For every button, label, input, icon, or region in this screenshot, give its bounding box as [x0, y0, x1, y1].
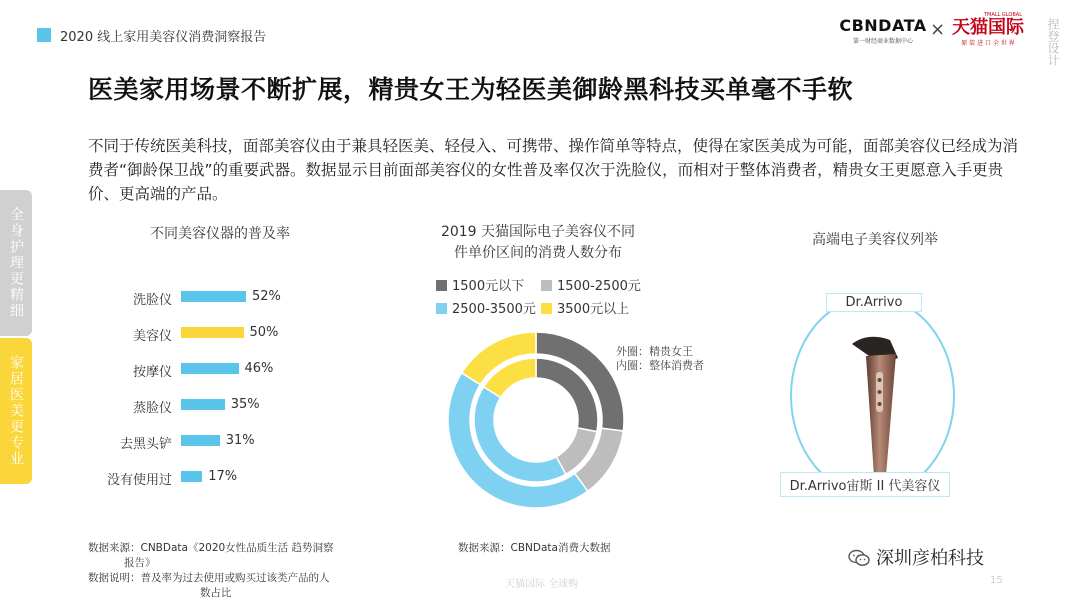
legend-entry [436, 298, 536, 317]
bar [181, 291, 246, 302]
bar-label: 洗脸仪 [132, 293, 172, 308]
ring-chart-title-line1: 2019 天猫国际电子美容仪不同 [440, 224, 636, 240]
bar-value-label: 46% [244, 361, 274, 376]
legend-label: 1500-2500元 [557, 279, 641, 294]
legend-entry [436, 275, 524, 294]
bar-label: 没有使用过 [106, 473, 172, 488]
source-line-2: 报告》 [124, 557, 156, 569]
legend-swatch [436, 280, 447, 291]
tmall-logo-tiny: TMALL GLOBAL [983, 12, 1022, 18]
tmall-logo-name: 天猫国际 [952, 17, 1024, 38]
footer-watermark-text: 深圳彦柏科技 [876, 548, 984, 569]
tmall-global-logo [948, 12, 1028, 47]
legend-entry [541, 275, 641, 294]
tmall-logo-tagline: 原 装 进 口 全 世 界 [961, 40, 1015, 47]
source-line-4: 数占比 [200, 587, 232, 599]
ring-chart-title-line2: 件单价区间的消费人数分布 [454, 245, 622, 261]
beauty-device-image [838, 330, 918, 480]
footer-faint-text: 天猫国际 全球购 [505, 579, 579, 590]
wechat-icon [848, 549, 870, 567]
bar-label: 按摩仪 [132, 365, 172, 380]
legend-swatch [541, 280, 552, 291]
ring-note-outer: 外圈：精贵女王 [616, 345, 693, 358]
bar-value-label: 35% [230, 397, 260, 412]
legend-entry [541, 298, 629, 317]
cbndata-logo-tagline: 第一财经商业数据中心 [852, 38, 913, 45]
source-line-1: 数据来源：CNBData《2020女性品质生活 趋势洞察 [88, 542, 334, 554]
bar [181, 399, 225, 410]
bar-chart-title: 不同美容仪器的普及率 [150, 226, 290, 242]
footer-watermark [848, 544, 984, 570]
side-tab-body-care[interactable]: 全身护理更精细 [0, 190, 32, 336]
bar [181, 363, 239, 374]
legend-swatch [436, 303, 447, 314]
bar-value-label: 31% [225, 433, 255, 448]
legend-label: 3500元以上 [557, 302, 630, 317]
ring-chart-title [418, 222, 658, 264]
bar-label: 去黑头铲 [119, 437, 172, 452]
product-brand-label: Dr.Arrivo [826, 293, 922, 312]
ring-note-inner: 内圈：整体消费者 [616, 359, 704, 372]
cbndata-logo [838, 16, 928, 45]
cbndata-logo-name: CBNDATA [839, 16, 927, 35]
side-tab-home-beauty[interactable]: 家居医美更专业 [0, 338, 32, 484]
source-line-3: 数据说明：普及率为过去使用或购买过该类产品的人 [88, 572, 330, 584]
footer-page-number: 15 [990, 575, 1003, 586]
product-model-label: Dr.Arrivo宙斯 II 代美容仪 [780, 472, 950, 497]
bar-chart-source [88, 541, 378, 601]
bar-label: 美容仪 [132, 329, 172, 344]
ring-chart-source: 数据来源：CBNData消费大数据 [458, 542, 611, 554]
ring-chart [446, 330, 626, 510]
bar [181, 471, 202, 482]
bar [181, 327, 244, 338]
product-section-title: 高端电子美容仪列举 [812, 232, 938, 248]
logo-separator: × [930, 19, 946, 40]
header-accent-square [37, 28, 51, 42]
bar-value-label: 50% [249, 325, 279, 340]
side-watermark: 捏登设计 [1046, 18, 1060, 66]
report-title: 2020 线上家用美容仪消费洞察报告 [60, 30, 267, 45]
bar-label: 蒸脸仪 [132, 401, 172, 416]
slide-headline: 医美家用场景不断扩展，精贵女王为轻医美御龄黑科技买单毫不手软 [88, 75, 854, 104]
bar [181, 435, 220, 446]
intro-paragraph: 不同于传统医美科技，面部美容仪由于兼具轻医美、轻侵入、可携带、操作简单等特点，使得在家医美成为可能，面部美容仪已经成为消费者“御龄保卫战”的重要武器。数据显示目前面部美容仪的女性普及率仅次于洗脸仪，而相对于整体消费者，精贵女王更愿意入手更贵价、更高端的产品。 [88, 137, 1019, 203]
legend-label: 2500-3500元 [452, 302, 536, 317]
outer-ring-slice [448, 373, 588, 508]
legend-swatch [541, 303, 552, 314]
legend-label: 1500元以下 [452, 279, 525, 294]
bar-value-label: 52% [252, 289, 281, 304]
bar-value-label: 17% [208, 469, 238, 484]
